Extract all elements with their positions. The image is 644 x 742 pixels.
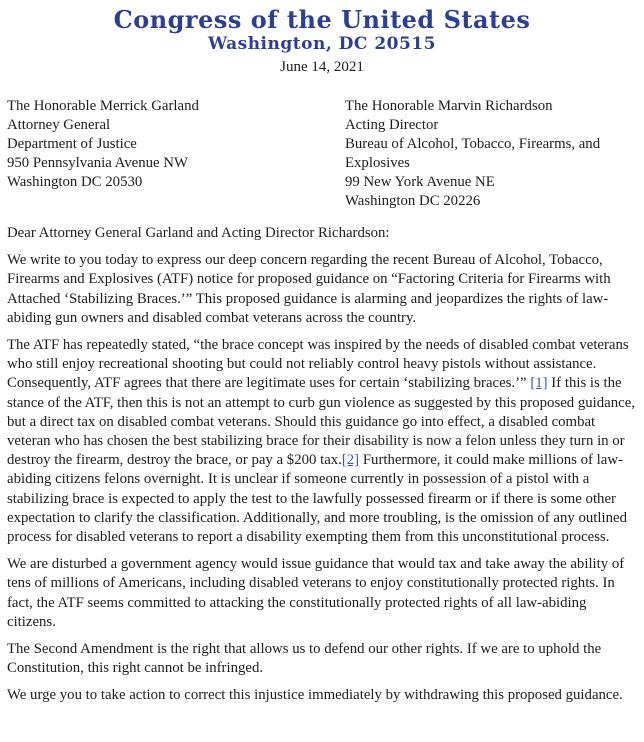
recipient-org: Department of Justice	[7, 136, 137, 152]
recipient-street: 950 Pennsylvania Avenue NW	[7, 155, 188, 171]
letterhead-title: Congress of the United States	[113, 5, 531, 34]
footnote-ref-1-link[interactable]: [1]	[530, 375, 548, 392]
recipient-org-line-2: Explosives	[345, 155, 410, 171]
paragraph-3: We are disturbed a government agency would issue guidance that would tax and take away the ability of tens of millions of Americans, including disabled veterans to enjoy constitutionally protected rights. In fact, the ATF seems committed to attacking the constitutionally protected rights of all law-abiding citizens.	[7, 556, 625, 630]
paragraph-4: The Second Amendment is the right that allows us to defend our other rights. If we are to uphold the Constitution, this right cannot be infringed.	[7, 641, 602, 677]
recipient-org-line-1: Bureau of Alcohol, Tobacco, Firearms, and	[345, 136, 601, 152]
letter-date: June 14, 2021	[280, 59, 364, 75]
salutation: Dear Attorney General Garland and Acting Director Richardson:	[7, 225, 390, 241]
recipient-blocks	[7, 97, 637, 211]
paragraph-2-text-post: Furthermore, it could make millions of law-abiding citizens felons overnight. It is unclear if someone currently in possession of a pistol with a stabilizing brace is expected to apply the test to the lawfully possessed firearm or if there is some other expectation to clarify the classification. Additionally, and more troubling, is the omission of any outlined process for disabled veterans to report a disability exempting them from this unconstitutional process.	[7, 452, 627, 546]
paragraph-5: We urge you to take action to correct this injustice immediately by withdrawing this proposed guidance.	[7, 687, 623, 704]
recipient-title: Acting Director	[345, 117, 439, 133]
recipient-block-richardson	[345, 97, 637, 211]
recipient-city: Washington DC 20530	[7, 174, 143, 190]
paragraph-2-text-pre: The ATF has repeatedly stated, “the brace concept was inspired by the needs of disabled combat veterans who still enjoy recreational shooting but could not reliably control heavy pistols without assistance. Consequently, ATF agrees that there are legitimate uses for certain ‘stabilizing braces.’”	[7, 337, 629, 392]
recipient-block-garland	[7, 97, 345, 211]
paragraph-1: We write to you today to express our deep concern regarding the recent Bureau of Alcohol, Tobacco, Firearms and Explosives (ATF) notice for proposed guidance on “Factoring Criteria for Firearms with Attached ‘Stabilizing Braces.’” This proposed guidance is alarming and jeopardizes the rights of law-abiding gun owners and disabled combat veterans across the country.	[7, 252, 611, 326]
footnote-ref-2-link[interactable]: [2]	[341, 452, 360, 469]
letterhead-address: Washington, DC 20515	[208, 34, 436, 54]
paragraph-2	[7, 336, 637, 547]
recipient-name: The Honorable Marvin Richardson	[345, 98, 553, 114]
recipient-street: 99 New York Avenue NE	[345, 174, 495, 190]
recipient-title: Attorney General	[7, 117, 111, 133]
recipient-name: The Honorable Merrick Garland	[7, 98, 199, 114]
letter-body	[7, 224, 637, 706]
paragraph-2-text-mid: If this is the stance of the ATF, then this is not an attempt to curb gun violence as suggested by this proposed guidance, but a direct tax on disabled combat veterans. Should this guidance go into effect, a disabled combat veteran who has chosen the best stabilizing brace for their disability is now a felon unless they turn in or destroy the firearm, destroy the brace, or pay a $200 tax.	[7, 375, 635, 469]
recipient-city: Washington DC 20226	[345, 193, 481, 209]
letterhead	[7, 6, 637, 76]
